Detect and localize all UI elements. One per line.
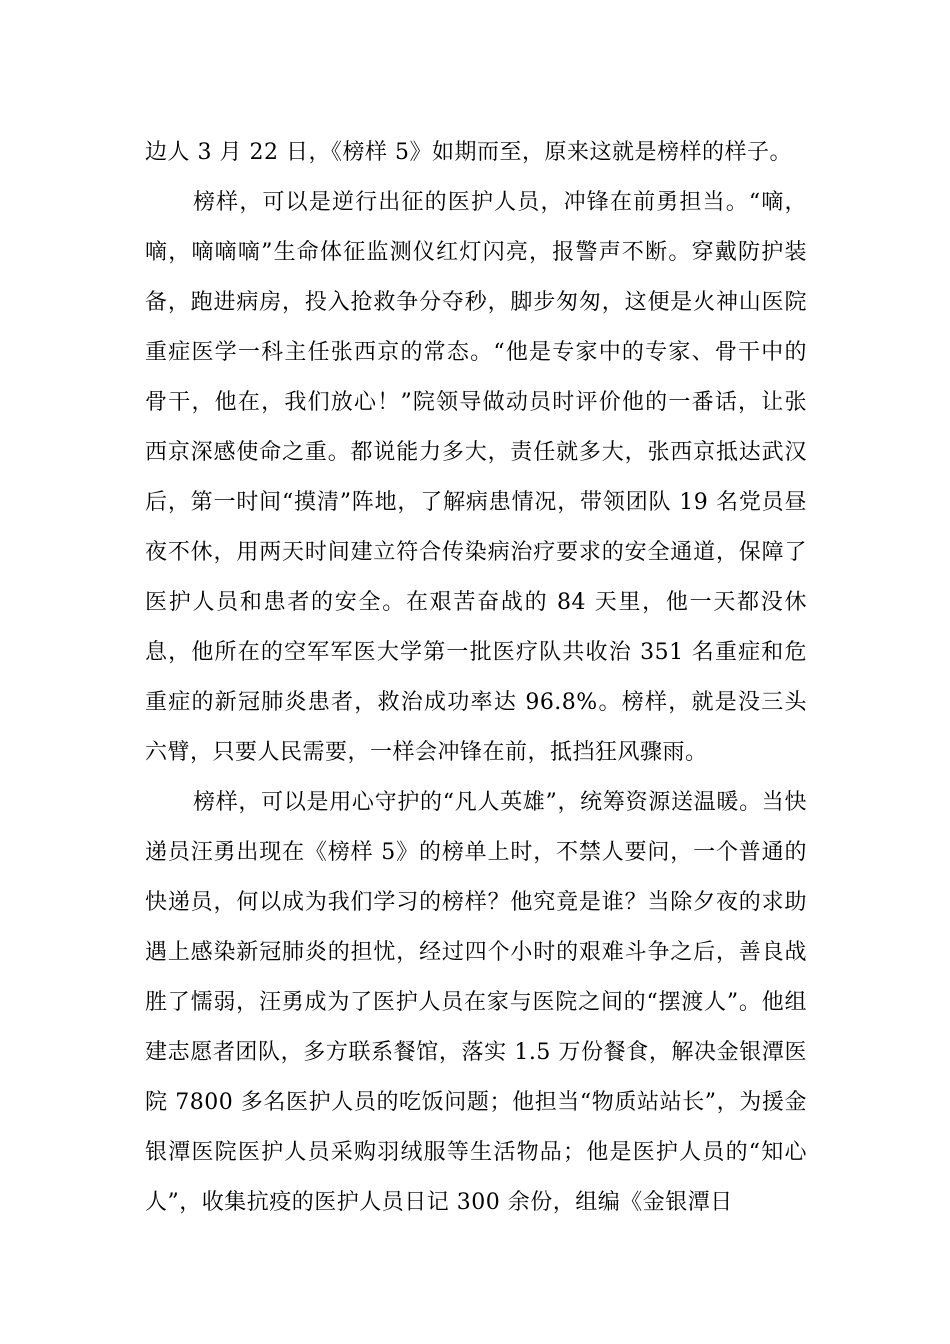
paragraph-continuation: 边人 3 月 22 日，《榜样 5》如期而至，原来这就是榜样的样子。 xyxy=(145,140,792,165)
paragraph-zhang-xijing: 榜样，可以是逆行出征的医护人员，冲锋在前勇担当。“嘀，嘀，嘀嘀嘀”生命体征监测仪红灯闪亮，报警声不断。穿戴防护装备，跑进病房，投入抢救争分夺秒，脚步匆匆，这便是火神山医院重症医学一科主任张西京的常态。“他是专家中的专家、骨干中的骨干，他在，我们放心！”院领导做动员时评价他的一番话，让张西京深感使命之重。都说能力多大，责任就多大，张西京抵达武汉后，第一时间“摸清”阵地，了解病患情况，带领团队 19 名党员昼夜不休，用两天时间建立符合传染病治疗要求的安全通道，保障了医护人员和患者的安全。在艰苦奋战的 84 天里，他一天都没休息，他所在的空军军医大学第一批医疗队共收治 351 名重症和危重症的新冠肺炎患者，救治成功率达 96.8%。榜样，就是没三头六臂，只要人民需要，一样会冲锋在前，抵挡狂风骤雨。 xyxy=(145,190,807,765)
paragraph-wang-yong: 榜样，可以是用心守护的“凡人英雄”，统筹资源送温暖。当快递员汪勇出现在《榜样 5》的榜单上时，不禁人要问，一个普通的快递员，何以成为我们学习的榜样？他究竟是谁？当除夕夜的求助遇上感染新冠肺炎的担忧，经过四个小时的艰难斗争之后，善良战胜了懦弱，汪勇成为了医护人员在家与医院之间的“摆渡人”。他组建志愿者团队，多方联系餐馆，落实 1.5 万份餐食，解决金银潭医院 7800 多名医护人员的吃饭问题；他担当“物质站站长”，为援金银潭医院医护人员采购羽绒服等生活物品；他是医护人员的“知心人”，收集抗疫的医护人员日记 300 余份，组编《金银潭日 xyxy=(145,790,807,1215)
document-body xyxy=(145,128,807,1228)
